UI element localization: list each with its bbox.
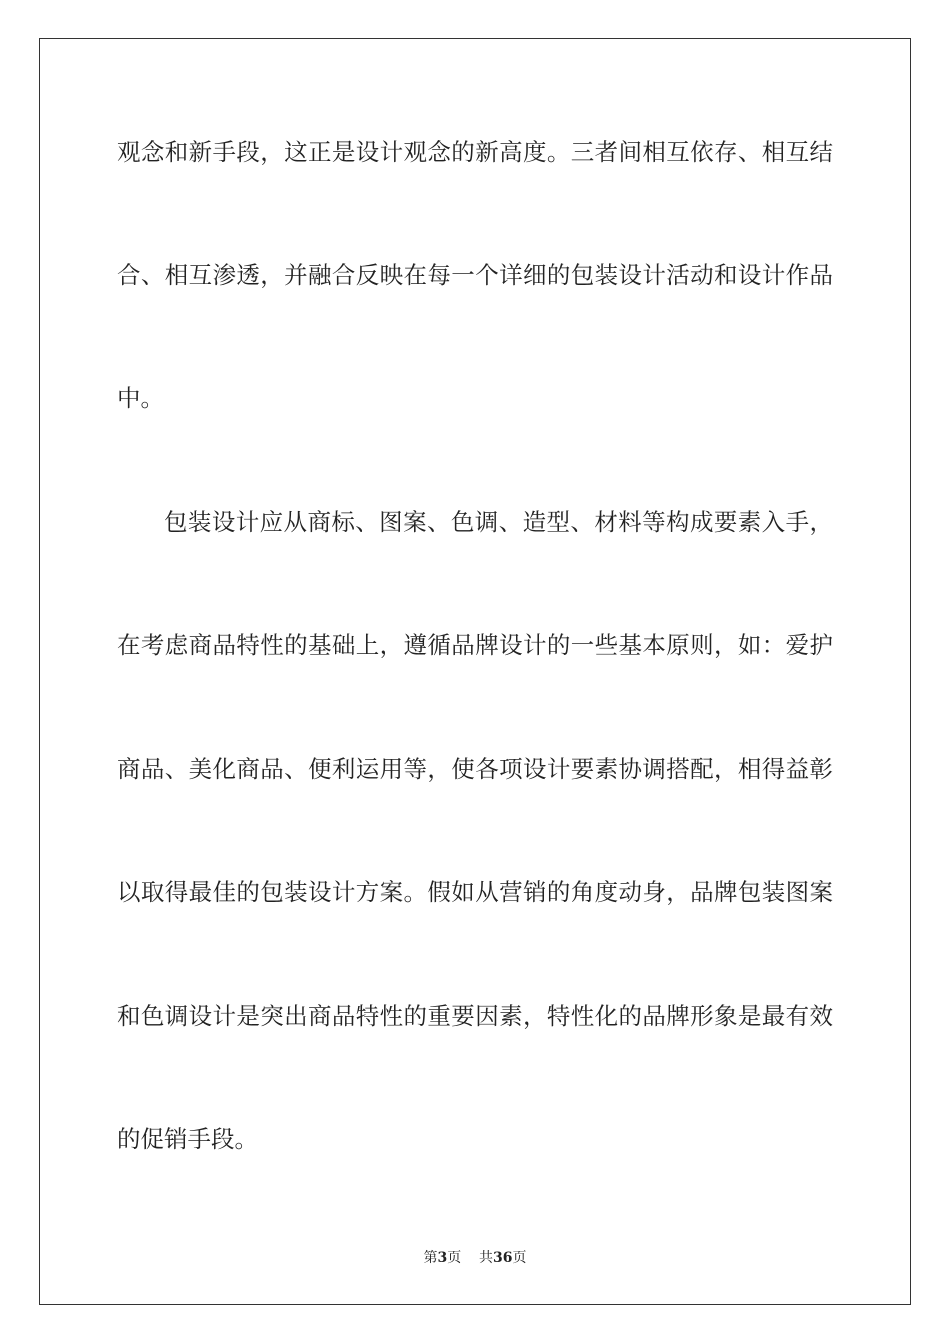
paragraph-line: 包装设计应从商标、图案、色调、造型、材料等构成要素入手， xyxy=(164,508,833,536)
page-footer xyxy=(0,1247,950,1267)
total-suffix: 页 xyxy=(512,1250,527,1266)
paragraph-line: 商品、美化商品、便利运用等，使各项设计要素协调搭配，相得益彰 xyxy=(117,755,833,783)
paragraph-line: 和色调设计是突出商品特性的重要因素，特性化的品牌形象是最有效 xyxy=(117,1002,833,1030)
paragraph-line: 中。 xyxy=(117,384,164,412)
page-suffix: 页 xyxy=(447,1250,462,1266)
paragraph-line: 以取得最佳的包装设计方案。假如从营销的角度动身，品牌包装图案 xyxy=(117,878,833,906)
page-number: 3 xyxy=(437,1250,448,1266)
page-border xyxy=(39,38,911,1305)
paragraph-line: 观念和新手段，这正是设计观念的新高度。三者间相互依存、相互结 xyxy=(117,138,833,166)
total-prefix: 共 xyxy=(479,1250,494,1266)
paragraph-line: 的促销手段。 xyxy=(117,1125,258,1153)
page-prefix: 第 xyxy=(423,1250,438,1266)
paragraph-line: 合、相互渗透，并融合反映在每一个详细的包装设计活动和设计作品 xyxy=(117,261,833,289)
total-pages: 36 xyxy=(493,1250,513,1266)
paragraph-line: 在考虑商品特性的基础上，遵循品牌设计的一些基本原则，如：爱护 xyxy=(117,631,833,659)
